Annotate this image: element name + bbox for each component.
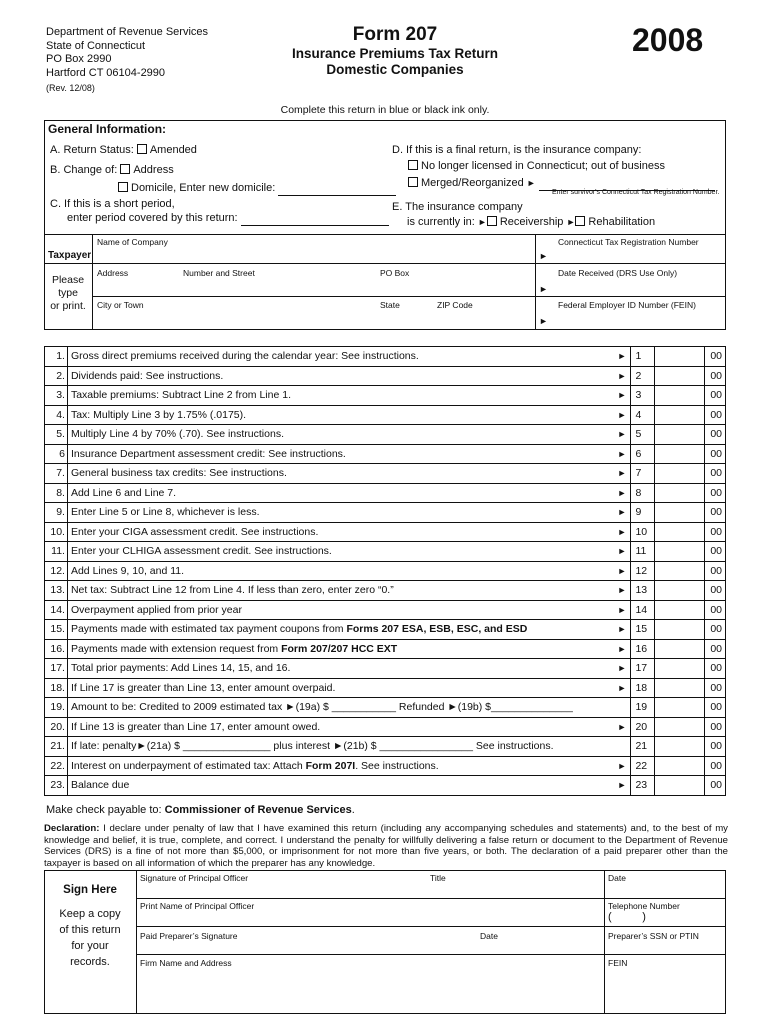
arrow-icon: ► bbox=[617, 351, 627, 361]
declaration-text: I declare under penalty of law that I have examined this return (including any accompanying schedules and statements) and, to the best of my knowledge and belief, it is true, complete, and correct. I understand the penalty for willfully delivering a false return or document to the Department of Revenue Services (DRS) is a fine of not more than $5,000, or imprisonment for not more than five years, or both. The declaration of a paid preparer other than the taxpayer is based on all information of which the preparer has any knowledge. bbox=[44, 823, 728, 869]
please-print-line: type bbox=[58, 287, 78, 299]
arrow-icon: ► bbox=[539, 316, 548, 326]
line-amount-field[interactable] bbox=[655, 444, 705, 464]
line-amount-field[interactable] bbox=[655, 678, 705, 698]
line-text: Balance due bbox=[70, 779, 130, 792]
line-text: Insurance Department assessment credit: See instructions. bbox=[70, 447, 346, 460]
preparer-ssn-label: Preparer’s SSN or PTIN bbox=[608, 931, 699, 941]
line-amount-field[interactable] bbox=[655, 522, 705, 542]
line-text: If late: penalty►(21a) $ _______________ plus interest ►(21b) $ ________________ See instructions. bbox=[70, 740, 554, 753]
line-cents: 00 bbox=[705, 405, 726, 425]
arrow-icon: ► bbox=[617, 643, 627, 654]
line-row bbox=[45, 522, 726, 542]
form-title-line1: Insurance Premiums Tax Return bbox=[291, 46, 499, 61]
line-description bbox=[67, 366, 630, 386]
city-state-zip-field[interactable] bbox=[97, 310, 533, 328]
short-period-line1: C. If this is a short period, bbox=[50, 198, 175, 210]
line-description bbox=[67, 464, 630, 484]
line-row bbox=[45, 425, 726, 445]
please-print-line: Please bbox=[51, 274, 85, 286]
address-change-checkbox[interactable] bbox=[120, 164, 130, 174]
line-description bbox=[67, 405, 630, 425]
domicile-row bbox=[118, 180, 396, 196]
agency-line: State of Connecticut bbox=[46, 39, 146, 52]
line-amount-field[interactable] bbox=[655, 620, 705, 640]
arrow-icon: ► bbox=[477, 217, 487, 227]
line-box-number: 15 bbox=[631, 620, 655, 640]
line-amount-field[interactable] bbox=[655, 405, 705, 425]
preparer-fein-label: FEIN bbox=[608, 958, 628, 968]
general-info-title: General Information: bbox=[48, 122, 167, 136]
form-title-block bbox=[270, 24, 520, 78]
line-description bbox=[67, 542, 630, 562]
line-cents: 00 bbox=[705, 366, 726, 386]
line-number: 7. bbox=[45, 464, 68, 484]
arrow-icon: ► bbox=[617, 780, 627, 790]
line-text: Payments made with estimated tax payment coupons from bbox=[70, 623, 347, 636]
line-box-number: 23 bbox=[631, 776, 655, 796]
address-change-label: Address bbox=[133, 164, 174, 176]
registration-number-label: Connecticut Tax Registration Number bbox=[558, 237, 699, 247]
line-text: Tax: Multiply Line 3 by 1.75% (.0175). bbox=[70, 408, 247, 421]
line-amount-field[interactable] bbox=[655, 366, 705, 386]
arrow-icon: ► bbox=[617, 682, 627, 693]
line-amount-field[interactable] bbox=[655, 483, 705, 503]
line-number: 22. bbox=[45, 756, 68, 776]
line-number: 4. bbox=[45, 405, 68, 425]
arrow-icon: ► bbox=[526, 178, 536, 188]
line-number: 3. bbox=[45, 386, 68, 406]
form-title-line2: Domestic Companies bbox=[326, 62, 464, 77]
line-description bbox=[67, 503, 630, 523]
line-text: Add Lines 9, 10, and 11. bbox=[70, 564, 185, 577]
line-box-number: 19 bbox=[631, 698, 655, 718]
line-box-number: 13 bbox=[631, 581, 655, 601]
signature-row-divider bbox=[136, 926, 726, 927]
line-number: 15. bbox=[45, 620, 68, 640]
line-cents: 00 bbox=[705, 444, 726, 464]
line-box-number: 10 bbox=[631, 522, 655, 542]
line-cents: 00 bbox=[705, 678, 726, 698]
keep-copy-line: Keep a copy bbox=[59, 908, 121, 920]
line-description bbox=[67, 678, 630, 698]
line-cents: 00 bbox=[705, 464, 726, 484]
line-text: . See instructions. bbox=[355, 759, 439, 772]
officer-signature-label: Signature of Principal Officer bbox=[140, 873, 249, 883]
line-row bbox=[45, 581, 726, 601]
current-status-row bbox=[407, 214, 655, 230]
insurance-company-label: E. The insurance company bbox=[392, 201, 523, 213]
officer-name-label: Print Name of Principal Officer bbox=[140, 901, 255, 911]
line-text: Dividends paid: See instructions. bbox=[70, 369, 224, 382]
firm-name-field[interactable] bbox=[140, 968, 600, 1010]
arrow-icon: ► bbox=[617, 390, 627, 400]
declaration-label: Declaration: bbox=[44, 823, 104, 834]
please-print-note bbox=[44, 274, 92, 313]
line-row bbox=[45, 366, 726, 386]
line-box-number: 7 bbox=[631, 464, 655, 484]
preparer-signature-label: Paid Preparer’s Signature bbox=[140, 931, 238, 941]
officer-signature-field[interactable] bbox=[140, 883, 600, 897]
street-label: Number and Street bbox=[183, 268, 255, 278]
line-row bbox=[45, 503, 726, 523]
line-box-number: 21 bbox=[631, 737, 655, 757]
domicile-label: Domicile, Enter new domicile: bbox=[131, 182, 276, 194]
line-box-number: 16 bbox=[631, 639, 655, 659]
arrow-icon: ► bbox=[617, 585, 627, 595]
taxpayer-row-divider bbox=[92, 296, 726, 297]
telephone-field[interactable]: ( ) bbox=[608, 911, 646, 923]
line-text: Overpayment applied from prior year bbox=[70, 603, 242, 616]
line-cents: 00 bbox=[705, 756, 726, 776]
rehabilitation-checkbox[interactable] bbox=[575, 216, 585, 226]
line-number: 17. bbox=[45, 659, 68, 679]
line-number: 23. bbox=[45, 776, 68, 796]
officer-name-field[interactable] bbox=[140, 911, 600, 925]
line-cents: 00 bbox=[705, 717, 726, 737]
arrow-icon: ► bbox=[617, 370, 627, 381]
arrow-icon: ► bbox=[617, 448, 627, 459]
line-row bbox=[45, 756, 726, 776]
line-text: Payments made with extension request from bbox=[70, 642, 282, 655]
line-form-reference: Form 207I bbox=[305, 759, 356, 772]
agency-address bbox=[46, 26, 208, 96]
line-amount-field[interactable] bbox=[655, 659, 705, 679]
arrow-icon: ► bbox=[539, 284, 548, 294]
line-amount-field[interactable] bbox=[655, 639, 705, 659]
domicile-checkbox[interactable] bbox=[118, 182, 128, 192]
line-text: Gross direct premiums received during the calendar year: See instructions. bbox=[70, 350, 419, 363]
telephone-label: Telephone Number bbox=[608, 901, 680, 911]
signature-col-divider bbox=[604, 870, 605, 1014]
line-row bbox=[45, 444, 726, 464]
zip-label: ZIP Code bbox=[437, 300, 473, 310]
return-status-row bbox=[50, 142, 197, 158]
preparer-signature-field[interactable] bbox=[140, 940, 600, 953]
arrow-icon: ► bbox=[617, 468, 627, 478]
po-box-label: PO Box bbox=[380, 268, 410, 278]
line-cents: 00 bbox=[705, 561, 726, 581]
line-number: 1. bbox=[45, 347, 68, 367]
change-of-label: B. Change of: bbox=[50, 164, 118, 176]
line-row bbox=[45, 464, 726, 484]
preparer-fein-field[interactable] bbox=[608, 968, 722, 1010]
line-amount-field[interactable] bbox=[655, 347, 705, 367]
line-number: 9. bbox=[45, 503, 68, 523]
line-text: Enter your CLHIGA assessment credit. See instructions. bbox=[70, 545, 332, 558]
line-text: Taxable premiums: Subtract Line 2 from Line 1. bbox=[70, 389, 291, 402]
line-description bbox=[67, 600, 630, 620]
line-box-number: 22 bbox=[631, 756, 655, 776]
please-print-line: or print. bbox=[50, 300, 86, 312]
line-text: If Line 17 is greater than Line 13, enter amount overpaid. bbox=[70, 681, 336, 694]
line-description bbox=[67, 483, 630, 503]
line-cents: 00 bbox=[705, 581, 726, 601]
line-number: 14. bbox=[45, 600, 68, 620]
line-box-number: 12 bbox=[631, 561, 655, 581]
line-amount-field[interactable] bbox=[655, 464, 705, 484]
line-description bbox=[67, 522, 630, 542]
fein-field[interactable] bbox=[552, 312, 722, 327]
arrow-icon: ► bbox=[617, 507, 627, 517]
taxpayer-divider bbox=[92, 234, 93, 330]
line-number: 19. bbox=[45, 698, 68, 718]
line-number: 13. bbox=[45, 581, 68, 601]
line-amount-field[interactable] bbox=[655, 776, 705, 796]
no-longer-licensed-checkbox[interactable] bbox=[408, 160, 418, 170]
line-box-number: 9 bbox=[631, 503, 655, 523]
line-amount-field[interactable] bbox=[655, 581, 705, 601]
line-text: Amount to be: Credited to 2009 estimated tax ►(19a) $ ___________ Refunded ►(19b) $______________ bbox=[70, 701, 573, 714]
line-form-reference: Form 207/207 HCC EXT bbox=[281, 642, 398, 655]
line-number: 8. bbox=[45, 483, 68, 503]
line-cents: 00 bbox=[705, 659, 726, 679]
line-text: Enter your CIGA assessment credit. See instructions. bbox=[70, 525, 319, 538]
line-cents: 00 bbox=[705, 425, 726, 445]
payable-text: . bbox=[351, 804, 355, 816]
state-label: State bbox=[380, 300, 400, 310]
arrow-icon: ► bbox=[617, 429, 627, 439]
line-row bbox=[45, 347, 726, 367]
signature-row-divider bbox=[136, 954, 726, 955]
arrow-icon: ► bbox=[617, 487, 627, 498]
line-row bbox=[45, 717, 726, 737]
line-text: Multiply Line 4 by 70% (.70). See instructions. bbox=[70, 428, 284, 441]
officer-date-field[interactable] bbox=[608, 883, 722, 897]
taxpayer-col-divider bbox=[535, 234, 536, 330]
company-name-field[interactable] bbox=[97, 247, 533, 262]
line-number: 18. bbox=[45, 678, 68, 698]
tax-lines-table bbox=[44, 346, 726, 796]
arrow-icon: ► bbox=[617, 721, 627, 732]
line-number: 21. bbox=[45, 737, 68, 757]
signature-divider bbox=[136, 870, 137, 1014]
short-period-row bbox=[67, 210, 389, 226]
line-text: Interest on underpayment of estimated tax: Attach bbox=[70, 759, 306, 772]
arrow-icon: ► bbox=[617, 760, 627, 771]
line-form-reference: Forms 207 ESA, ESB, ESC, and ESD bbox=[346, 623, 528, 636]
line-cents: 00 bbox=[705, 600, 726, 620]
line-row bbox=[45, 776, 726, 796]
merged-checkbox[interactable] bbox=[408, 177, 418, 187]
payable-note bbox=[46, 804, 355, 816]
line-row bbox=[45, 698, 726, 718]
line-number: 16. bbox=[45, 639, 68, 659]
line-box-number: 2 bbox=[631, 366, 655, 386]
line-text: Total prior payments: Add Lines 14, 15, and 16. bbox=[70, 662, 291, 675]
line-box-number: 6 bbox=[631, 444, 655, 464]
line-row bbox=[45, 600, 726, 620]
line-number: 20. bbox=[45, 717, 68, 737]
survivor-note: Enter survivor's Connecticut Tax Registration Number. bbox=[552, 189, 720, 196]
line-row bbox=[45, 620, 726, 640]
line-amount-field[interactable] bbox=[655, 717, 705, 737]
line-box-number: 5 bbox=[631, 425, 655, 445]
date-label: Date bbox=[608, 873, 626, 883]
keep-copy-line: for your bbox=[71, 940, 109, 952]
line-cents: 00 bbox=[705, 639, 726, 659]
taxpayer-row-divider bbox=[44, 263, 726, 264]
form-number: Form 207 bbox=[352, 24, 438, 45]
line-description bbox=[67, 776, 630, 796]
address-label: Address bbox=[97, 268, 129, 278]
line-row bbox=[45, 678, 726, 698]
line-number: 10. bbox=[45, 522, 68, 542]
line-amount-field[interactable] bbox=[655, 756, 705, 776]
line-row bbox=[45, 737, 726, 757]
company-name-label: Name of Company bbox=[97, 237, 168, 247]
line-box-number: 18 bbox=[631, 678, 655, 698]
fein-label: Federal Employer ID Number (FEIN) bbox=[558, 300, 696, 310]
line-amount-field[interactable] bbox=[655, 600, 705, 620]
taxpayer-side-title: Taxpayer bbox=[48, 250, 92, 261]
line-number: 11. bbox=[45, 542, 68, 562]
line-row bbox=[45, 639, 726, 659]
short-period-label: enter period covered by this return: bbox=[67, 212, 238, 224]
sign-here-label: Sign Here bbox=[63, 884, 117, 896]
line-cents: 00 bbox=[705, 503, 726, 523]
line-box-number: 17 bbox=[631, 659, 655, 679]
tax-year: 2008 bbox=[632, 22, 704, 58]
line-box-number: 4 bbox=[631, 405, 655, 425]
line-cents: 00 bbox=[705, 620, 726, 640]
line-amount-field[interactable] bbox=[655, 425, 705, 445]
line-text: General business tax credits: See instructions. bbox=[70, 467, 287, 480]
arrow-icon: ► bbox=[539, 251, 548, 261]
line-row bbox=[45, 483, 726, 503]
agency-line: PO Box 2990 bbox=[46, 53, 112, 65]
ink-note: Complete this return in blue or black ink only. bbox=[280, 104, 490, 116]
payee-name: Commissioner of Revenue Services bbox=[164, 804, 352, 816]
line-row bbox=[45, 561, 726, 581]
line-number: 5. bbox=[45, 425, 68, 445]
no-longer-licensed-label: No longer licensed in Connecticut; out of business bbox=[421, 160, 665, 172]
line-cents: 00 bbox=[705, 347, 726, 367]
arrow-icon: ► bbox=[617, 663, 627, 673]
return-status-label: A. Return Status: bbox=[50, 144, 134, 156]
line-amount-field[interactable] bbox=[655, 503, 705, 523]
line-description bbox=[67, 386, 630, 406]
line-amount-field[interactable] bbox=[655, 561, 705, 581]
line-row bbox=[45, 659, 726, 679]
line-text: Add Line 6 and Line 7. bbox=[70, 486, 177, 499]
line-text: Net tax: Subtract Line 12 from Line 4. If less than zero, enter zero “0.” bbox=[70, 584, 394, 597]
amended-label: Amended bbox=[149, 144, 197, 156]
line-box-number: 20 bbox=[631, 717, 655, 737]
line-description bbox=[67, 561, 630, 581]
period-covered-field[interactable] bbox=[241, 215, 389, 226]
city-label: City or Town bbox=[97, 300, 144, 310]
arrow-icon: ► bbox=[617, 565, 627, 576]
date-received-label: Date Received (DRS Use Only) bbox=[558, 268, 678, 278]
line-description bbox=[67, 756, 630, 776]
signature-row-divider bbox=[136, 898, 726, 899]
receivership-checkbox[interactable] bbox=[487, 216, 497, 226]
keep-copy-line: records. bbox=[70, 956, 110, 968]
line-cents: 00 bbox=[705, 542, 726, 562]
line-cents: 00 bbox=[705, 522, 726, 542]
rehabilitation-label: Rehabilitation bbox=[588, 216, 656, 228]
line-number: 6 bbox=[45, 444, 68, 464]
merged-label: Merged/Reorganized bbox=[421, 177, 524, 189]
keep-copy-note bbox=[44, 906, 136, 970]
line-amount-field[interactable] bbox=[655, 737, 705, 757]
line-cents: 00 bbox=[705, 776, 726, 796]
line-box-number: 14 bbox=[631, 600, 655, 620]
line-amount-field[interactable] bbox=[655, 542, 705, 562]
final-return-label: D. If this is a final return, is the insurance company: bbox=[392, 144, 642, 156]
preparer-ssn-field[interactable] bbox=[608, 940, 722, 953]
line-description bbox=[67, 698, 630, 718]
new-domicile-field[interactable] bbox=[278, 185, 396, 196]
declaration bbox=[44, 823, 728, 869]
arrow-icon: ► bbox=[617, 546, 627, 556]
line-box-number: 3 bbox=[631, 386, 655, 406]
line-amount-field[interactable] bbox=[655, 386, 705, 406]
keep-copy-line: of this return bbox=[59, 924, 121, 936]
change-of-row bbox=[50, 162, 174, 178]
line-box-number: 1 bbox=[631, 347, 655, 367]
arrow-icon: ► bbox=[617, 604, 627, 615]
line-description bbox=[67, 581, 630, 601]
line-number: 2. bbox=[45, 366, 68, 386]
line-description bbox=[67, 425, 630, 445]
arrow-icon: ► bbox=[617, 409, 627, 420]
line-text: Enter Line 5 or Line 8, whichever is less. bbox=[70, 506, 260, 519]
line-cents: 00 bbox=[705, 483, 726, 503]
address-field[interactable] bbox=[97, 278, 533, 295]
arrow-icon: ► bbox=[617, 526, 627, 537]
firm-name-label: Firm Name and Address bbox=[140, 958, 232, 968]
line-row bbox=[45, 405, 726, 425]
receivership-label: Receivership bbox=[499, 216, 564, 228]
line-cents: 00 bbox=[705, 386, 726, 406]
line-row bbox=[45, 386, 726, 406]
line-box-number: 11 bbox=[631, 542, 655, 562]
line-cents: 00 bbox=[705, 737, 726, 757]
agency-line: Hartford CT 06104-2990 bbox=[46, 66, 166, 79]
line-text: If Line 13 is greater than Line 17, enter amount owed. bbox=[70, 720, 321, 733]
arrow-icon: ► bbox=[566, 217, 576, 227]
title-label: Title bbox=[430, 873, 446, 883]
line-row bbox=[45, 542, 726, 562]
line-description bbox=[67, 737, 630, 757]
line-cents: 00 bbox=[705, 698, 726, 718]
revision-date: (Rev. 12/08) bbox=[46, 83, 95, 93]
line-amount-field[interactable] bbox=[655, 698, 705, 718]
currently-in-label: is currently in: bbox=[407, 216, 475, 228]
preparer-date-label: Date bbox=[480, 931, 498, 941]
line-description bbox=[67, 347, 630, 367]
line-description bbox=[67, 620, 630, 640]
arrow-icon: ► bbox=[617, 624, 627, 634]
no-longer-licensed-row bbox=[408, 158, 665, 174]
line-description bbox=[67, 639, 630, 659]
registration-number-field[interactable] bbox=[552, 248, 722, 262]
payable-text: Make check payable to: bbox=[46, 804, 165, 816]
line-box-number: 8 bbox=[631, 483, 655, 503]
line-description bbox=[67, 444, 630, 464]
line-number: 12. bbox=[45, 561, 68, 581]
line-description bbox=[67, 659, 630, 679]
agency-line: Department of Revenue Services bbox=[46, 26, 209, 38]
amended-checkbox[interactable] bbox=[137, 144, 147, 154]
line-description bbox=[67, 717, 630, 737]
